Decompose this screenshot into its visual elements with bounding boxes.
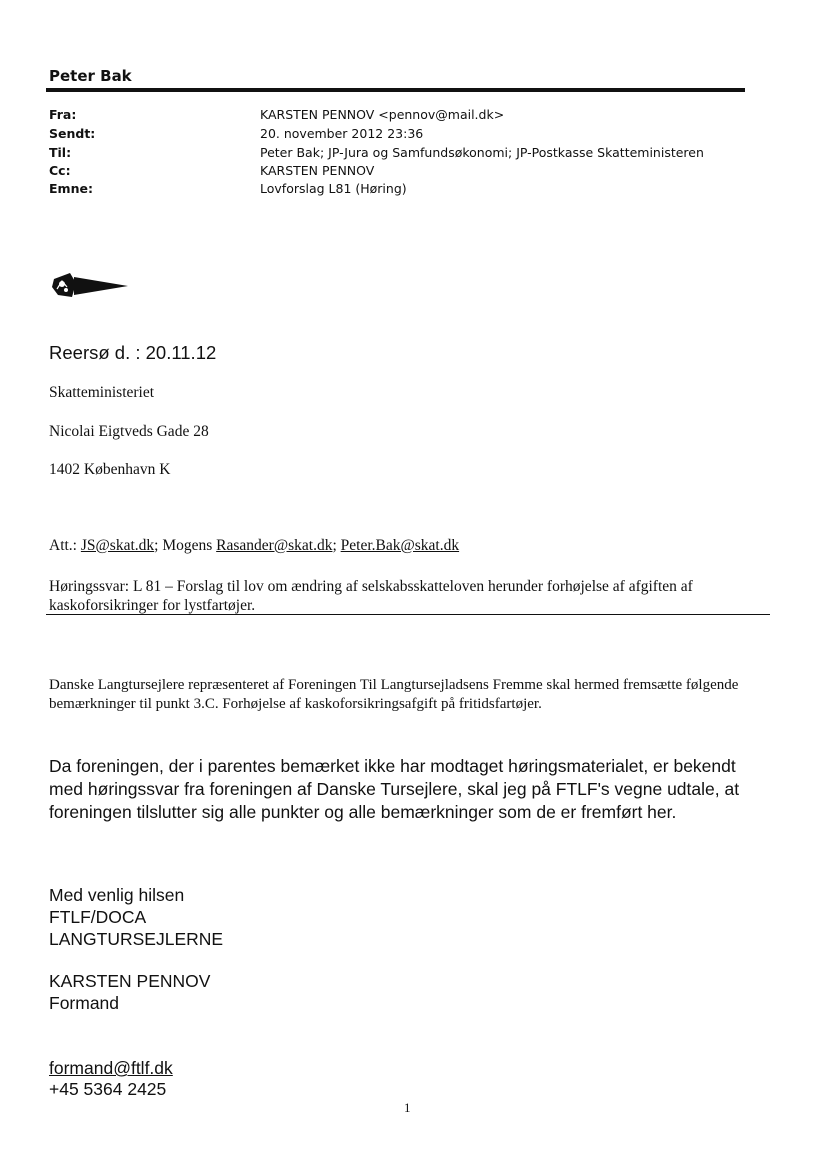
- subject-label: Emne:: [49, 181, 93, 196]
- intro-paragraph: Danske Langtursejlere repræsenteret af Foreningen Til Langtursejladsens Fremme skal hermed fremsætte følgende bemærkninger til punkt 3.C. Forhøjelse af kaskoforsikringsafgift på fritidsfartøjer.: [49, 677, 739, 712]
- cc-value: KARSTEN PENNOV: [260, 163, 375, 178]
- cc-label: Cc:: [49, 163, 71, 178]
- contact-email-link[interactable]: formand@ftlf.dk: [49, 1058, 173, 1078]
- signatory-name: KARSTEN PENNOV: [49, 971, 211, 991]
- contact-phone: +45 5364 2425: [49, 1079, 167, 1099]
- from-label: Fra:: [49, 107, 77, 122]
- attention-separator: ; Mogens: [154, 537, 217, 554]
- subject-value: Lovforslag L81 (Høring): [260, 181, 407, 196]
- attention-separator: ;: [332, 537, 341, 554]
- attention-email-peter-bak[interactable]: Peter.Bak@skat.dk: [340, 537, 460, 554]
- recipient-city: 1402 København K: [49, 461, 171, 478]
- statement-paragraph: Da foreningen, der i parentes bemærket ikke har modtaget høringsmaterialet, er bekendt med høringssvar fra foreningen af Danske Tursejlere, skal jeg på FTLF's vegne udtale, at foreningen tilslutter sig alle punkter og alle bemærkninger som de er fremført her.: [49, 756, 740, 822]
- closing-org-2: LANGTURSEJLERNE: [49, 929, 224, 949]
- sent-label: Sendt:: [49, 126, 96, 141]
- sender-name: Peter Bak: [49, 67, 132, 85]
- to-label: Til:: [49, 145, 72, 160]
- recipient-street: Nicolai Eigtveds Gade 28: [49, 423, 209, 440]
- attention-line: [49, 537, 459, 555]
- header-divider: [46, 88, 745, 92]
- letter-subject: Høringssvar: L 81 – Forslag til lov om ændring af selskabsskatteloven herunder forhøjelse af afgiften af kaskoforsikringer for lystfartøjer.: [49, 578, 693, 614]
- attention-email-rasander[interactable]: Rasander@skat.dk: [216, 537, 333, 554]
- attention-email-js[interactable]: JS@skat.dk: [80, 537, 155, 554]
- page-number: 1: [404, 1100, 411, 1115]
- organization-logo-icon: [52, 271, 128, 301]
- subject-divider: [46, 614, 770, 615]
- closing-greeting: Med venlig hilsen: [49, 885, 185, 905]
- closing-org-1: FTLF/DOCA: [49, 907, 147, 927]
- to-value: Peter Bak; JP-Jura og Samfundsøkonomi; JP-Postkasse Skatteministeren: [260, 145, 704, 160]
- from-value: KARSTEN PENNOV <pennov@mail.dk>: [260, 107, 505, 122]
- signatory-title: Formand: [49, 993, 120, 1013]
- letter-date: Reersø d. : 20.11.12: [49, 342, 217, 363]
- sent-value: 20. november 2012 23:36: [260, 126, 424, 141]
- attention-prefix: Att.:: [49, 537, 81, 554]
- recipient-name: Skatteministeriet: [49, 384, 155, 401]
